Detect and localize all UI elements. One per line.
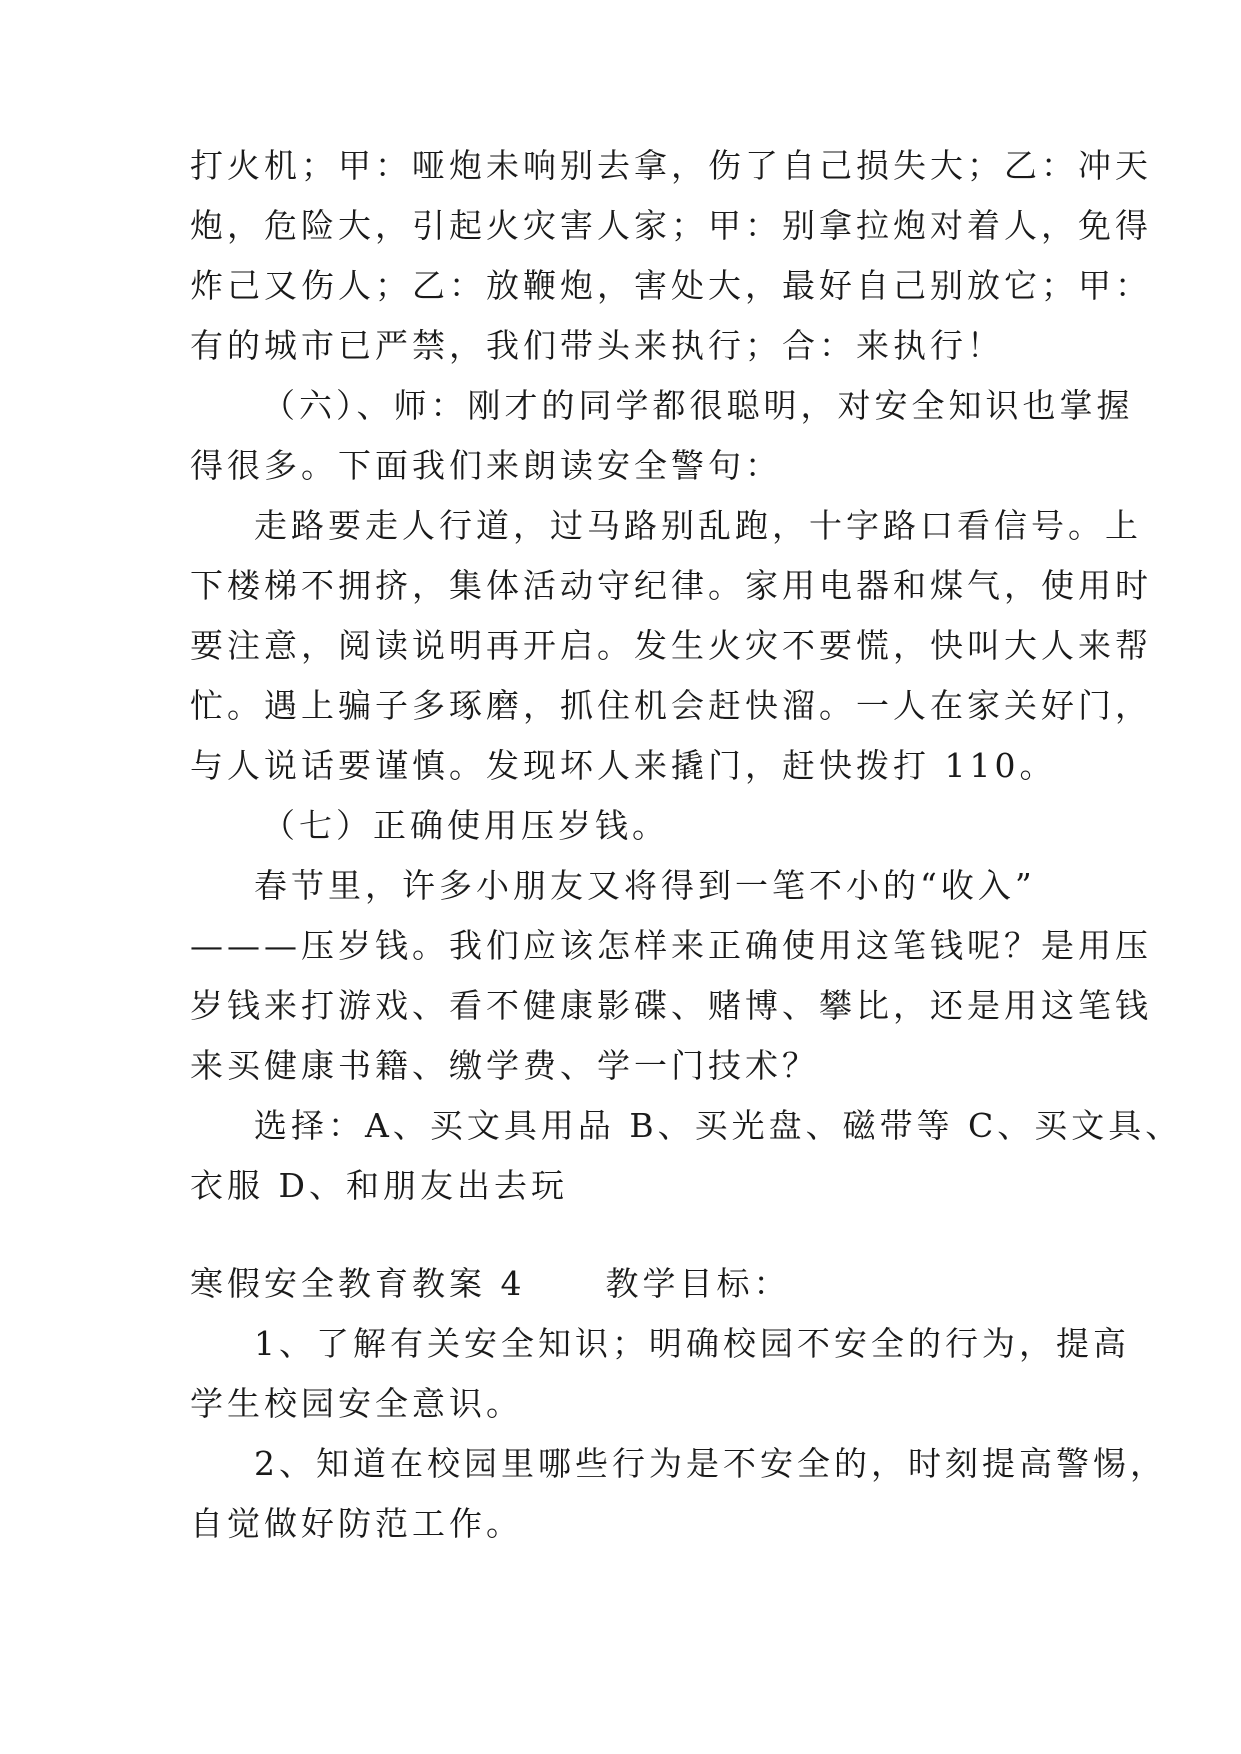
text-line: 有的城市已严禁，我们带头来执行；合：来执行！ [190,326,1004,365]
text-line: 忙。遇上骗子多琢磨，抓住机会赶快溜。一人在家关好门， [190,686,1152,725]
section-subtitle: 教学目标： [605,1264,791,1303]
text-line: 衣服 D、和朋友出去玩 [190,1166,568,1205]
goal-line: 1、了解有关安全知识；明确校园不安全的行为，提高 [254,1324,1130,1363]
text-line: （七）正确使用压岁钱。 [262,806,669,845]
goal-line: 学生校园安全意识。 [190,1384,523,1423]
section-heading [190,1262,791,1306]
text-line: 炮，危险大，引起火灾害人家；甲：别拿拉炮对着人，免得 [190,206,1152,245]
text-line: 走路要走人行道，过马路别乱跑，十字路口看信号。上 [254,506,1142,545]
text-line: 打火机；甲：哑炮未响别去拿，伤了自己损失大；乙：冲天 [190,146,1152,185]
goal-line: 2、知道在校园里哪些行为是不安全的，时刻提高警惕， [254,1444,1167,1483]
text-line: 下楼梯不拥挤，集体活动守纪律。家用电器和煤气，使用时 [190,566,1152,605]
text-line: 春节里，许多小朋友又将得到一笔不小的“收入” [254,866,1036,905]
text-line: 来买健康书籍、缴学费、学一门技术？ [190,1046,819,1085]
text-line: （六）、师：刚才的同学都很聪明，对安全知识也掌握 [262,386,1134,425]
text-line: 岁钱来打游戏、看不健康影碟、赌博、攀比，还是用这笔钱 [190,986,1152,1025]
goal-line: 自觉做好防范工作。 [190,1504,523,1543]
section-title: 寒假安全教育教案 4 [190,1264,526,1303]
text-line: 要注意，阅读说明再开启。发生火灾不要慌，快叫大人来帮 [190,626,1152,665]
text-line: ———压岁钱。我们应该怎样来正确使用这笔钱呢？是用压 [190,926,1152,965]
text-line: 与人说话要谨慎。发现坏人来撬门，赶快拨打 110。 [190,746,1057,785]
text-line: 选择：A、买文具用品 B、买光盘、磁带等 C、买文具、 [254,1106,1183,1145]
text-line: 得很多。下面我们来朗读安全警句： [190,446,782,485]
text-line: 炸己又伤人；乙：放鞭炮，害处大，最好自己别放它；甲： [190,266,1152,305]
